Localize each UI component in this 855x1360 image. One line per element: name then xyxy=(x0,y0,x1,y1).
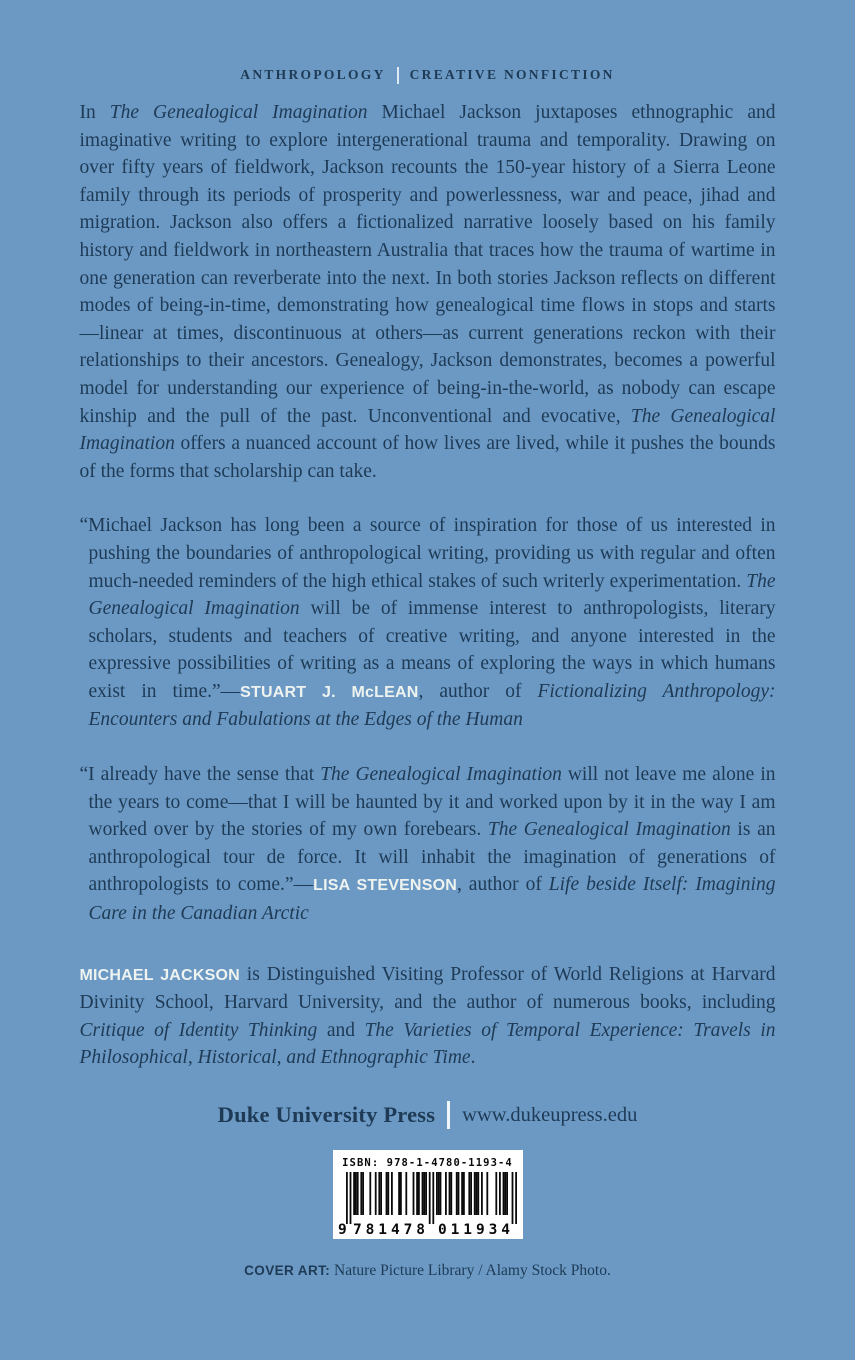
isbn-barcode xyxy=(333,1150,523,1239)
category-creative-nonfiction: CREATIVE NONFICTION xyxy=(409,67,615,82)
category-anthropology: ANTHROPOLOGY xyxy=(240,67,386,82)
category-header xyxy=(0,0,855,84)
back-cover-text xyxy=(80,99,776,1281)
book-description: In The Genealogical Imagination Michael Jackson juxtaposes ethnographic and imaginative writing to explore intergenerational trauma and temporality. Drawing on over fifty years of fieldwork, Jackson recounts the 150-year history of a Sierra Leone family through its periods of prosperity and powerlessness, war and peace, jihad and migration. Jackson also offers a fictionalized narrative loosely based on his family history and fieldwork in northeastern Australia that traces how the trauma of wartime in one generation can reverberate into the next. In both stories Jackson reflects on different modes of being-in-time, demonstrating how genealogical time flows in stops and starts—linear at times, discontinuous at others—as current generations reckon with their relationships to their ancestors. Genealogy, Jackson demonstrates, becomes a powerful model for understanding our experience of being-in-the-world, as nobody can escape kinship and the pull of the past. Unconventional and evocative, The Genealogical Imagination offers a nuanced account of how lives are lived, while it pushes the bounds of the forms that scholarship can take. xyxy=(79,102,776,482)
isbn-label: ISBN: 978-1-4780-1193-4 xyxy=(342,1157,513,1169)
review-quote-stevenson: “I already have the sense that The Genealogical Imagination will not leave me alone in the years to come—that I will be haunted by it and worked upon by it in the way I am worked over by the stories of my own forebears. The Genealogical Imagination is an anthropological tour de force. It will inhabit the imagination of generations of anthropologists to come.”—LISA STEVENSON, author of Life beside Itself: Imagining Care in the Canadian Arctic xyxy=(79,764,776,925)
author-bio: MICHAEL JACKSON is Distinguished Visiting Professor of World Religions at Harvard Divinity School, Harvard University, and the author of numerous books, including Critique of Identity Thinking and The Varieties of Temporal Experience: Travels in Philosophical, Historical, and Ethnographic Time. xyxy=(79,963,776,1069)
svg-text:781478: 781478 xyxy=(352,1222,425,1236)
publisher-name: Duke University Press xyxy=(217,1102,436,1127)
cover-art-credit-text: Nature Picture Library / Alamy Stock Photo. xyxy=(334,1262,611,1279)
review-quote-mclean: “Michael Jackson has long been a source of inspiration for those of us interested in pushing the boundaries of anthropological writing, providing us with regular and often much-needed reminders of the high ethical stakes of such writerly experimentation. The Genealogical Imagination will be of immense interest to anthropologists, literary scholars, students and teachers of creative writing, and anyone interested in the expressive possibilities of writing as a means of exploring the ways in which humans exist in time.”—STUART J. McLEAN, author of Fictionalizing Anthropology: Encounters and Fabulations at the Edges of the Human xyxy=(79,515,776,731)
svg-text:9: 9 xyxy=(337,1222,347,1236)
ean13-barcode xyxy=(338,1172,518,1236)
cover-art-credit xyxy=(80,1261,776,1281)
svg-text:011934: 011934 xyxy=(437,1222,510,1236)
publisher-line xyxy=(80,1101,776,1129)
cover-art-credit-label: COVER ART: xyxy=(244,1263,331,1278)
publisher-divider xyxy=(447,1101,450,1129)
category-divider xyxy=(397,67,399,84)
publisher-url: www.dukeupress.edu xyxy=(462,1103,638,1126)
